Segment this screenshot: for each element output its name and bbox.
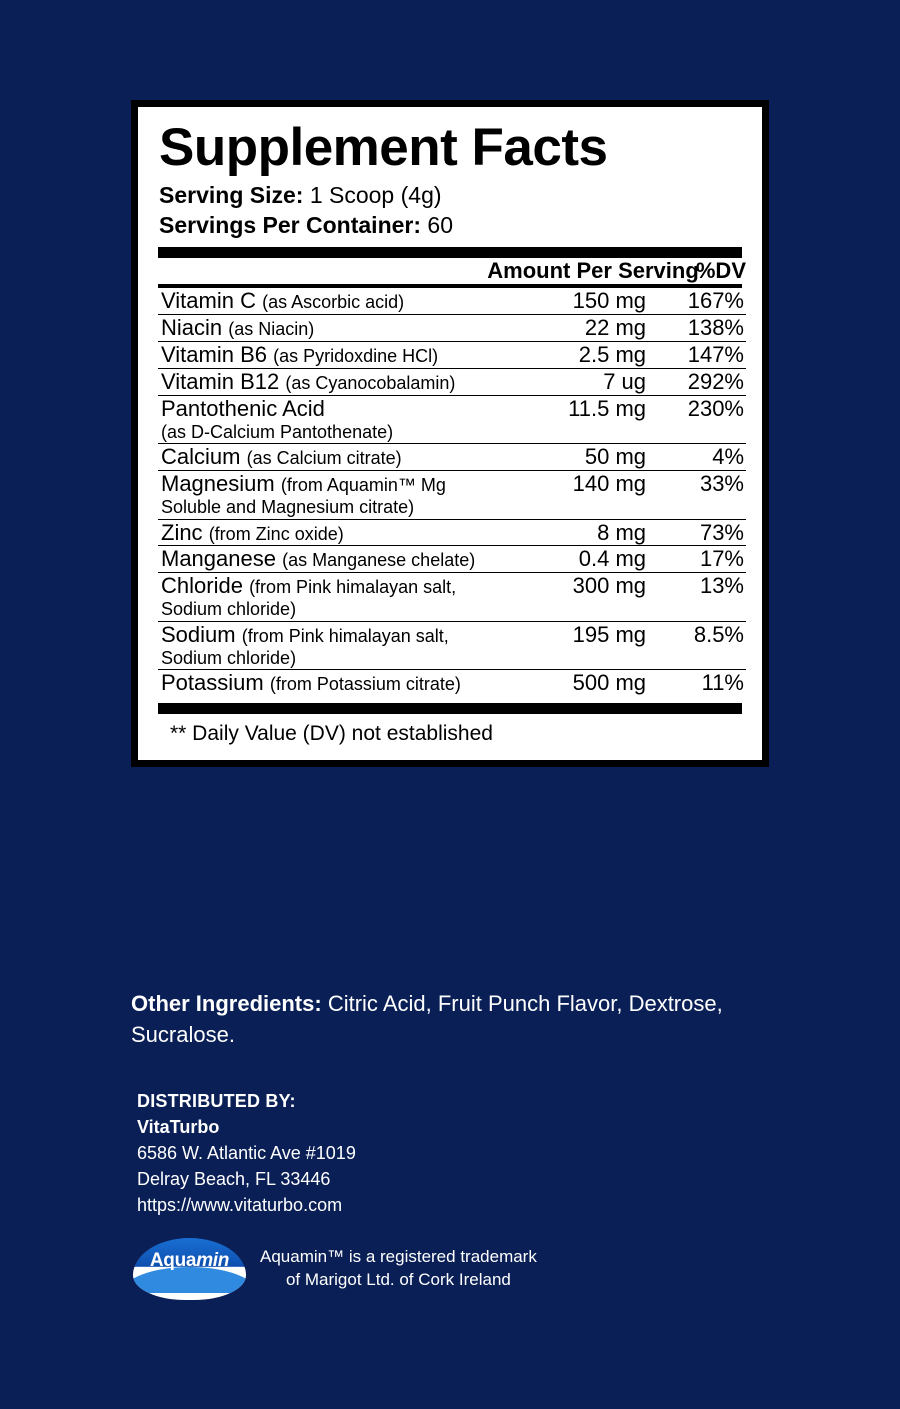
nutrient-source: (from Pink himalayan salt, <box>249 577 457 598</box>
nutrient-name-cell <box>158 471 487 519</box>
aquamin-logo-icon <box>133 1238 246 1300</box>
nutrient-source: (as Calcium citrate) <box>246 448 402 469</box>
table-header-row <box>158 258 746 284</box>
table-row <box>158 546 746 573</box>
panel-title: Supplement Facts <box>159 118 608 177</box>
nutrient-name-cell <box>158 288 487 314</box>
nutrient-name-cell <box>158 573 487 621</box>
header-percent-dv: %DV <box>695 258 746 284</box>
nutrient-source: (as Ascorbic acid) <box>262 292 405 313</box>
table-row <box>158 519 746 546</box>
divider-thick-bottom <box>158 703 742 714</box>
table-row <box>158 369 746 396</box>
aquamin-note <box>260 1246 537 1292</box>
nutrient-name: Potassium <box>161 669 264 695</box>
nutrient-name-cell <box>158 669 487 695</box>
nutrient-rows-table <box>158 288 746 695</box>
nutrient-source: (from Zinc oxide) <box>208 523 344 544</box>
nutrient-amount: 195 mg <box>487 621 646 669</box>
aquamin-note-line-2: of Marigot Ltd. of Cork Ireland <box>285 1269 511 1289</box>
aquamin-trademark-block <box>133 1238 537 1300</box>
nutrient-name: Zinc <box>161 519 203 545</box>
serving-size-label: Serving Size: <box>159 181 304 208</box>
distributor-website[interactable]: https://www.vitaturbo.com <box>137 1195 343 1216</box>
nutrient-name: Magnesium <box>161 471 275 497</box>
nutrient-name-cell <box>158 396 487 444</box>
table-row <box>158 342 746 369</box>
nutrient-name-cell <box>158 342 487 369</box>
table-row <box>158 396 746 444</box>
daily-value-footnote: ** Daily Value (DV) not established <box>170 721 493 745</box>
nutrient-source: (as Cyanocobalamin) <box>285 373 456 394</box>
nutrient-name: Vitamin B12 <box>161 369 280 395</box>
nutrient-amount: 0.4 mg <box>487 546 646 573</box>
nutrient-dv: 4% <box>646 444 746 471</box>
nutrient-name: Vitamin B6 <box>161 342 267 368</box>
nutrient-name: Vitamin C <box>161 288 256 314</box>
nutrient-source-2: Sodium chloride) <box>161 599 297 620</box>
nutrient-dv: 292% <box>646 369 746 396</box>
nutrient-dv: 73% <box>646 519 746 546</box>
nutrient-amount: 22 mg <box>487 315 646 342</box>
aquamin-logo-tm: ™ <box>232 1290 240 1299</box>
aquamin-logo-text-a: Aqua <box>149 1250 197 1271</box>
nutrient-dv: 147% <box>646 342 746 369</box>
aquamin-logo-text <box>133 1250 246 1272</box>
nutrient-dv: 8.5% <box>646 621 746 669</box>
distributor-address-line-1: 6586 W. Atlantic Ave #1019 <box>137 1143 356 1164</box>
supplement-facts-panel <box>131 100 769 767</box>
other-ingredients <box>131 988 781 1050</box>
nutrient-name: Chloride <box>161 573 243 599</box>
nutrient-amount: 500 mg <box>487 669 646 695</box>
table-row <box>158 315 746 342</box>
nutrient-dv: 13% <box>646 573 746 621</box>
serving-size-value: 1 Scoop (4g) <box>309 181 442 208</box>
nutrient-amount: 150 mg <box>572 288 647 314</box>
nutrient-name-cell <box>158 444 487 471</box>
nutrient-name-cell <box>158 546 487 573</box>
nutrient-source: (as Pyridoxdine HCl) <box>273 346 439 367</box>
table-row <box>158 444 746 471</box>
nutrient-dv: 17% <box>646 546 746 573</box>
divider-thick-top <box>158 247 742 258</box>
nutrient-amount: 8 mg <box>487 519 646 546</box>
table-row <box>158 621 746 669</box>
nutrient-source-2: (as D-Calcium Pantothenate) <box>161 422 394 443</box>
nutrient-source-2: Sodium chloride) <box>161 647 297 668</box>
nutrient-name: Sodium <box>161 621 236 647</box>
table-row <box>158 669 746 695</box>
nutrient-dv: 167% <box>687 288 744 314</box>
header-amount-per-serving: Amount Per Serving <box>487 258 699 284</box>
header-blank <box>158 258 487 284</box>
nutrient-amount: 140 mg <box>487 471 646 519</box>
nutrient-name-cell <box>158 519 487 546</box>
serving-size-line <box>159 180 744 210</box>
nutrient-name-cell <box>158 621 487 669</box>
table-row <box>158 471 746 519</box>
table-row <box>158 288 746 314</box>
nutrient-dv: 138% <box>646 315 746 342</box>
nutrient-name-cell <box>158 315 487 342</box>
nutrient-name: Pantothenic Acid <box>161 396 325 422</box>
nutrient-dv: 33% <box>646 471 746 519</box>
nutrient-amount: 50 mg <box>487 444 646 471</box>
nutrient-amount: 2.5 mg <box>487 342 646 369</box>
other-ingredients-label: Other Ingredients: <box>131 991 322 1016</box>
servings-per-container-line <box>159 210 744 240</box>
other-ingredients-value: Citric Acid, Fruit Punch Flavor, Dextrose, Sucralose. <box>131 991 723 1048</box>
nutrient-name: Calcium <box>161 444 241 470</box>
nutrient-name: Niacin <box>161 315 223 341</box>
nutrient-source: (as Manganese chelate) <box>282 550 476 571</box>
distributor-address-line-2: Delray Beach, FL 33446 <box>137 1169 331 1190</box>
nutrient-source: (from Aquamin™ Mg <box>280 475 446 496</box>
nutrient-amount: 11.5 mg <box>487 396 646 444</box>
servings-per-container-label: Servings Per Container: <box>159 212 422 238</box>
aquamin-note-line-1: Aquamin™ is a registered trademark <box>260 1247 537 1266</box>
nutrient-source: (from Potassium citrate) <box>269 673 461 694</box>
table-row <box>158 573 746 621</box>
nutrition-table <box>158 258 746 284</box>
distributor-block <box>137 1088 356 1218</box>
nutrient-name-cell <box>158 369 487 396</box>
nutrient-source-2: Soluble and Magnesium citrate) <box>161 497 415 518</box>
distributor-brand: VitaTurbo <box>137 1117 220 1138</box>
distributed-by-heading: DISTRIBUTED BY: <box>137 1091 296 1111</box>
nutrient-source: (from Pink himalayan salt, <box>241 625 449 646</box>
nutrient-dv: 230% <box>646 396 746 444</box>
servings-per-container-value: 60 <box>427 212 454 238</box>
nutrient-name: Manganese <box>161 546 276 572</box>
nutrient-dv: 11% <box>646 669 746 695</box>
nutrient-amount: 300 mg <box>487 573 646 621</box>
nutrient-source: (as Niacin) <box>228 319 315 340</box>
nutrient-amount: 7 ug <box>487 369 646 396</box>
aquamin-logo-text-b: min <box>196 1250 230 1271</box>
